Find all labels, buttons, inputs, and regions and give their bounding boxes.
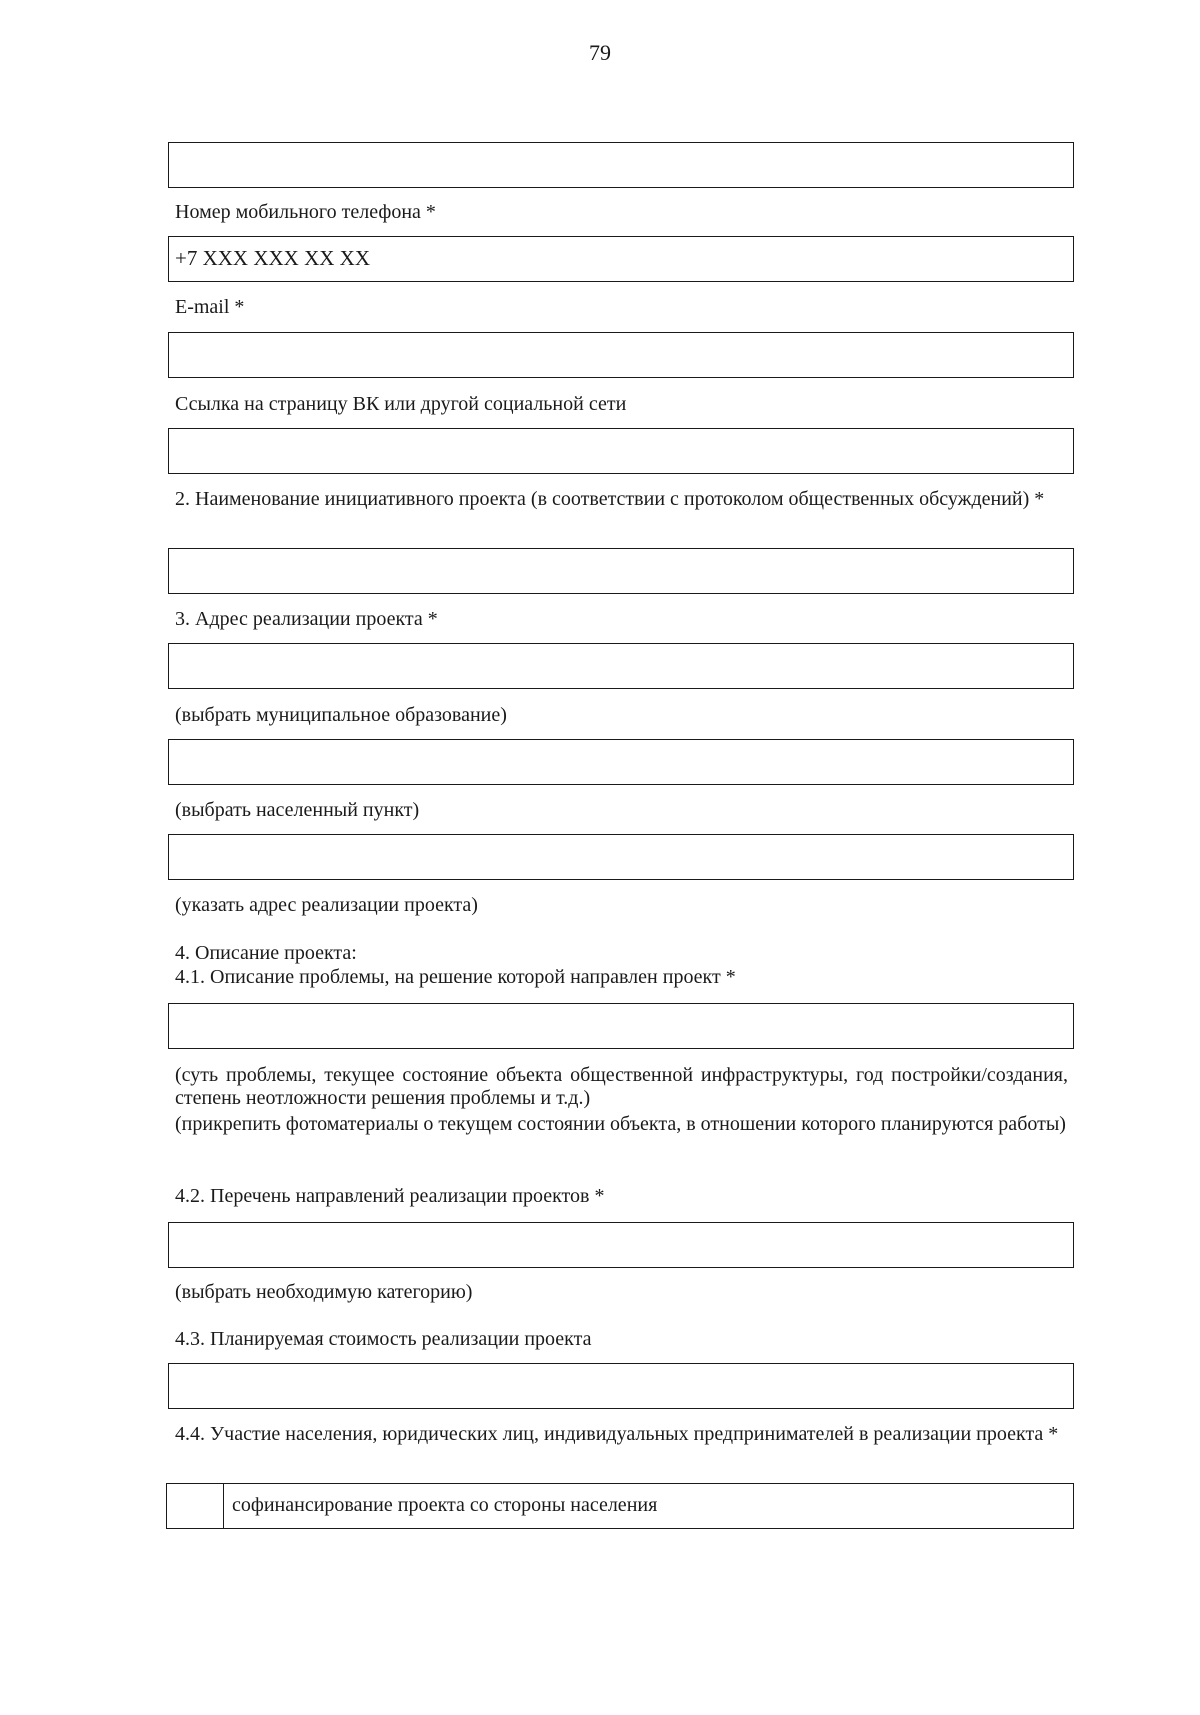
phone-value: +7 XXX XXX XX XX	[175, 246, 370, 270]
cofinancing-checkbox[interactable]	[167, 1484, 224, 1528]
directions-hint: (выбрать необходимую категорию)	[175, 1281, 473, 1303]
project-name-label: 2. Наименование инициативного проекта (в соответствии с протоколом общественных обсуждений) *	[175, 488, 1045, 510]
participation-option-row	[166, 1483, 1074, 1529]
settlement-hint: (выбрать населенный пункт)	[175, 799, 420, 821]
address-input[interactable]	[168, 834, 1074, 880]
cofinancing-option-label: софинансирование проекта со стороны населения	[232, 1494, 658, 1516]
problem-input[interactable]	[168, 1003, 1074, 1049]
cost-input[interactable]	[168, 1363, 1074, 1409]
social-link-label: Ссылка на страницу ВК или другой социальной сети	[175, 393, 627, 415]
municipality-select[interactable]	[168, 643, 1074, 689]
cost-label: 4.3. Планируемая стоимость реализации проекта	[175, 1328, 592, 1350]
photo-hint: (прикрепить фотоматериалы о текущем состоянии объекта, в отношении которого планируются работы)	[175, 1113, 1066, 1135]
email-label: E-mail *	[175, 296, 245, 318]
directions-label: 4.2. Перечень направлений реализации проектов *	[175, 1185, 605, 1207]
phone-input[interactable]	[168, 236, 1074, 282]
problem-label: 4.1. Описание проблемы, на решение которой направлен проект *	[175, 966, 736, 988]
social-link-input[interactable]	[168, 428, 1074, 474]
address-hint: (указать адрес реализации проекта)	[175, 894, 478, 916]
participation-label: 4.4. Участие населения, юридических лиц, индивидуальных предпринимателей в реализации проекта *	[175, 1423, 1059, 1445]
description-heading: 4. Описание проекта:	[175, 942, 357, 964]
municipality-hint: (выбрать муниципальное образование)	[175, 704, 507, 726]
directions-select[interactable]	[168, 1222, 1074, 1268]
address-label: 3. Адрес реализации проекта *	[175, 608, 438, 630]
problem-hint: (суть проблемы, текущее состояние объекта общественной инфраструктуры, год постройки/создания, степень неотложности решения проблемы и т.д.)	[175, 1064, 1068, 1109]
project-name-input[interactable]	[168, 548, 1074, 594]
settlement-select[interactable]	[168, 739, 1074, 785]
email-input[interactable]	[168, 332, 1074, 378]
page-number: 79	[589, 40, 611, 65]
phone-label: Номер мобильного телефона *	[175, 201, 436, 223]
top-input-box[interactable]	[168, 142, 1074, 188]
